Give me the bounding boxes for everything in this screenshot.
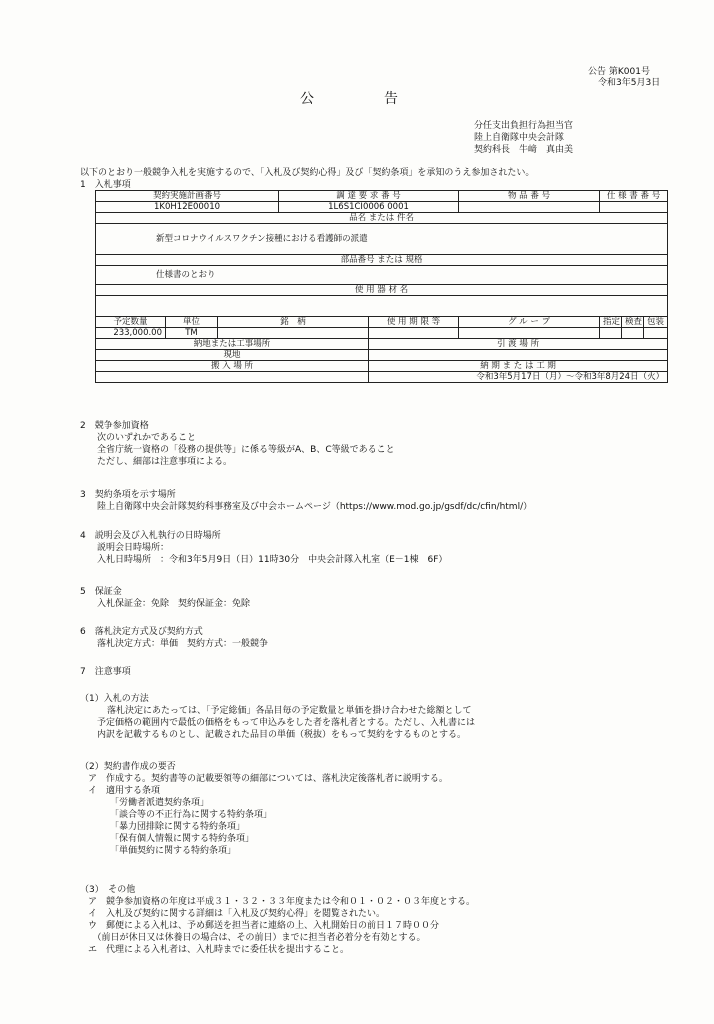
note-1: [80, 693, 475, 741]
section-5-line: 入札保証金：免除 契約保証金：免除: [97, 599, 251, 609]
packaging-value: [644, 328, 668, 339]
page-title: 公告: [300, 91, 468, 107]
note-3-line: イ 入札及び契約に関する詳細は「入札及び契約心得」を閲覧されたい。: [88, 909, 386, 919]
section-3-line: 陸上自衛隊中央会計隊契約科事務室及び中会ホームページ（https://www.mod.go.jp/gsdf/dc/cfin/html/）: [97, 502, 533, 512]
bid-items-table: [95, 190, 668, 383]
materials-value: [96, 296, 668, 317]
col-packaging: 包装: [644, 317, 668, 328]
note-2-heading: （2）契約書作成の要否: [80, 762, 176, 772]
col-group: グ ル ー プ: [459, 317, 600, 328]
section-4-heading: 4 説明会及び入札執行の日時場所: [80, 531, 221, 541]
clause-item: 「労働者派遣契約条項」: [110, 798, 210, 808]
col-unit: 単位: [166, 317, 218, 328]
col-designation: 指定: [600, 317, 622, 328]
note-3-heading: （3） その他: [80, 885, 136, 895]
section-2-line: 全省庁統一資格の「役務の提供等」に係る等級がA、B、C等級であること: [97, 445, 395, 455]
part-label: 部品番号 または 規格: [96, 255, 668, 266]
section-4-line: 入札日時場所 ：令和3年5月9日（日）11時30分 中央会計隊入札室（E－1棟 6F）: [97, 555, 448, 565]
carry-in-value: [96, 372, 369, 383]
col-brand: 銘 柄: [218, 317, 369, 328]
note-1-line: 落札決定にあたっては、「予定総価」各品目毎の予定数量と単価を掛け合わせた総額として: [107, 706, 472, 716]
note-3-line: ウ 郵便による入札は、予め郵送を担当者に連絡の上、入札開始日の前日１７時００分: [88, 921, 440, 931]
section-2: [80, 420, 395, 468]
note-2-item-b: イ 適用する条項: [88, 786, 161, 796]
col-spec-number: 仕 様 書 番 号: [600, 191, 668, 202]
period-value: 令和3年5月17日（月）～令和3年8月24日（火）: [369, 372, 668, 383]
note-3-line: （前日が休日又は休養日の場合は、その前日）までに担当者必着分を有効とする。: [88, 933, 426, 943]
section-3-heading: 3 契約条項を示す場所: [80, 490, 176, 500]
materials-label: 使 用 器 材 名: [96, 285, 668, 296]
section-2-line: ただし、細部は注意事項による。: [97, 457, 233, 467]
notice-number: 公告 第K001号: [588, 67, 650, 77]
period-label: 納 期 ま た は 工 期: [369, 361, 668, 372]
note-1-line: 内訳を記載するものとし、記載された品目の単価（税抜）をもって契約をするものとする。: [97, 730, 467, 740]
clause-item: 「単価契約に関する特約条項」: [110, 846, 237, 856]
section-1-heading: 1 入札事項: [80, 180, 131, 190]
expiry-value: [369, 328, 459, 339]
note-1-heading: （1）入札の方法: [80, 694, 149, 704]
note-3: [80, 884, 475, 956]
inspection-value: [622, 328, 644, 339]
clause-item: 「暴力団排除に関する特約条項」: [110, 822, 246, 832]
section-5: [80, 586, 250, 610]
section-2-heading: 2 競争参加資格: [80, 421, 149, 431]
section-4: [80, 530, 447, 566]
onsite-value: 現地: [96, 350, 369, 361]
delivery-place-label: 納地または工事場所: [96, 339, 369, 350]
col-qty: 予定数量: [96, 317, 166, 328]
section-7-heading: 7 注意事項: [80, 667, 131, 677]
note-2-item-a: ア 作成する。契約書等の記載要領等の細部については、落札決定後落札者に説明する。: [88, 774, 448, 784]
designation-value: [600, 328, 622, 339]
issuer-line-2: 陸上自衛隊中央会計隊: [474, 133, 565, 143]
handover-place-value: [369, 350, 668, 361]
spec-number-value: [600, 202, 668, 213]
brand-value: [218, 328, 369, 339]
note-1-line: 予定価格の範囲内で最低の価格をもって申込みをした者を落札者とする。ただし、入札書には: [97, 718, 476, 728]
handover-place-label: 引 渡 場 所: [369, 339, 668, 350]
note-2: [80, 761, 448, 857]
section-2-line: 次のいずれかであること: [97, 433, 197, 443]
item-name-value: 新型コロナウイルスワクチン接種における看護師の派遣: [96, 224, 668, 255]
section-3: [80, 489, 532, 513]
section-6: [80, 626, 268, 650]
section-5-heading: 5 保証金: [80, 587, 122, 597]
unit-value: TM: [166, 328, 218, 339]
item-name-label: 品名 または 件名: [96, 213, 668, 224]
col-request-number: 調 達 要 求 番 号: [279, 191, 459, 202]
section-6-line: 落札決定方式：単価 契約方式：一般競争: [97, 639, 269, 649]
plan-number-value: 1K0H12E00010: [96, 202, 279, 213]
issuer-line-1: 分任支出負担行為担当官: [474, 121, 574, 131]
section-6-heading: 6 落札決定方式及び契約方式: [80, 627, 203, 637]
col-expiry: 使 用 期 限 等: [369, 317, 459, 328]
group-value: [459, 328, 600, 339]
note-3-line: エ 代理による入札者は、入札時までに委任状を提出すること。: [88, 945, 350, 955]
part-value: 仕様書のとおり: [96, 266, 668, 285]
issuer-line-3: 契約科長 牛﨑 真由美: [474, 145, 574, 155]
clause-item: 「談合等の不正行為に関する特約条項」: [110, 810, 273, 820]
item-number-value: [459, 202, 600, 213]
notice-date: 令和3年5月3日: [598, 78, 661, 88]
request-number-value: 1L6S1CI0006 0001: [279, 202, 459, 213]
note-3-line: ア 競争参加資格の年度は平成３１・３２・３３年度または令和０１・０２・０３年度とする。: [88, 897, 476, 907]
col-item-number: 物 品 番 号: [459, 191, 600, 202]
qty-value: 233,000.00: [96, 328, 166, 339]
carry-in-label: 搬 入 場 所: [96, 361, 369, 372]
intro-text: 以下のとおり一般競争入札を実施するので、「入札及び契約心得」及び「契約条項」を承知のうえ参加されたい。: [80, 168, 535, 178]
col-plan-number: 契約実施計画番号: [96, 191, 279, 202]
clause-item: 「保有個人情報に関する特約条項」: [110, 834, 255, 844]
col-inspection: 検査: [622, 317, 644, 328]
section-4-line: 説明会日時場所：: [97, 543, 170, 553]
